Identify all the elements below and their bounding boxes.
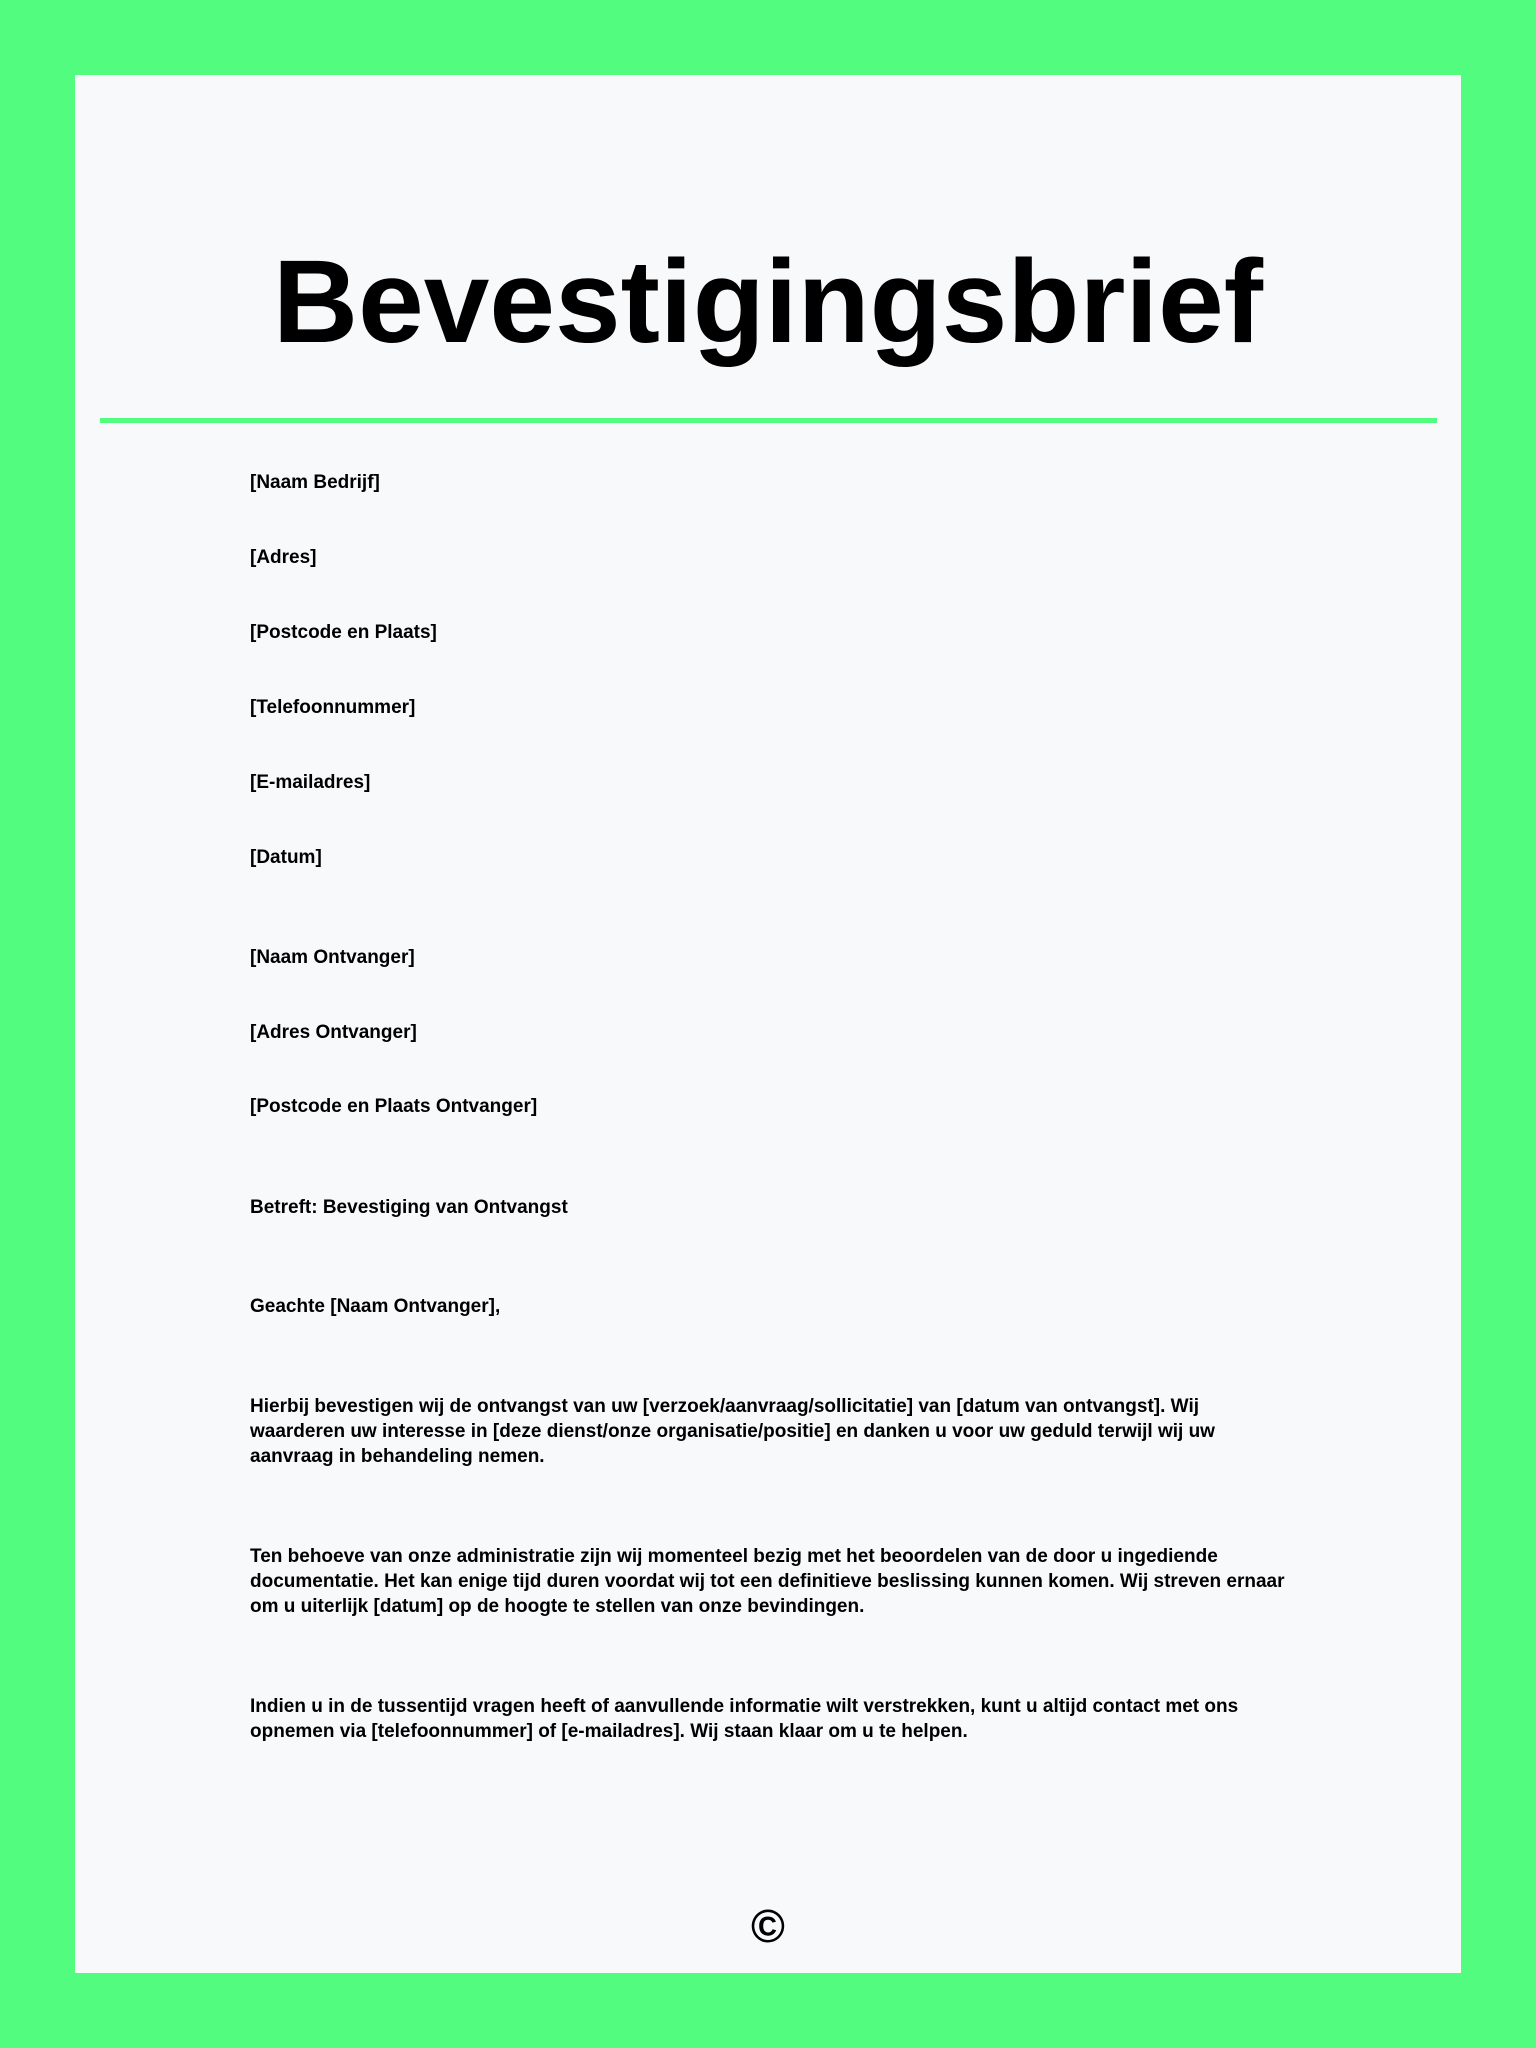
sender-company: [Naam Bedrijf]	[250, 472, 380, 493]
recipient-name: [Naam Ontvanger]	[250, 947, 415, 968]
salutation: Geachte [Naam Ontvanger],	[250, 1296, 501, 1317]
recipient-address: [Adres Ontvanger]	[250, 1022, 417, 1043]
sender-email: [E-mailadres]	[250, 772, 371, 793]
body-paragraph: Hierbij bevestigen wij de ontvangst van uw [verzoek/aanvraag/sollicitatie] van [datum van ontvangst]. Wij waarderen uw interesse in [deze dienst/onze organisatie/positie] en danken u voor uw geduld terwijl wij uw aanvraag in behandeling nemen.	[250, 1396, 1215, 1467]
title-divider	[100, 418, 1437, 423]
copyright-icon: ©	[751, 1900, 785, 1952]
body-paragraph: Ten behoeve van onze administratie zijn wij momenteel bezig met het beoordelen van de door u ingediende documentatie. Het kan enige tijd duren voordat wij tot een definitieve beslissing kunnen komen. Wij streven ernaar om u uiterlijk [datum] op de hoogte te stellen van onze bevindingen.	[250, 1546, 1285, 1617]
page-title: Bevestigingsbrief	[272, 236, 1264, 368]
body-paragraph: Indien u in de tussentijd vragen heeft of aanvullende informatie wilt verstrekken, kunt u altijd contact met ons opnemen via [telefoonnummer] of [e-mailadres]. Wij staan klaar om u te helpen.	[250, 1696, 1239, 1742]
sender-address: [Adres]	[250, 547, 317, 568]
subject-line: Betreft: Bevestiging van Ontvangst	[250, 1197, 568, 1218]
recipient-postcode: [Postcode en Plaats Ontvanger]	[250, 1096, 538, 1117]
sender-postcode: [Postcode en Plaats]	[250, 622, 437, 643]
letter-date: [Datum]	[250, 847, 322, 868]
sender-phone: [Telefoonnummer]	[250, 697, 416, 718]
